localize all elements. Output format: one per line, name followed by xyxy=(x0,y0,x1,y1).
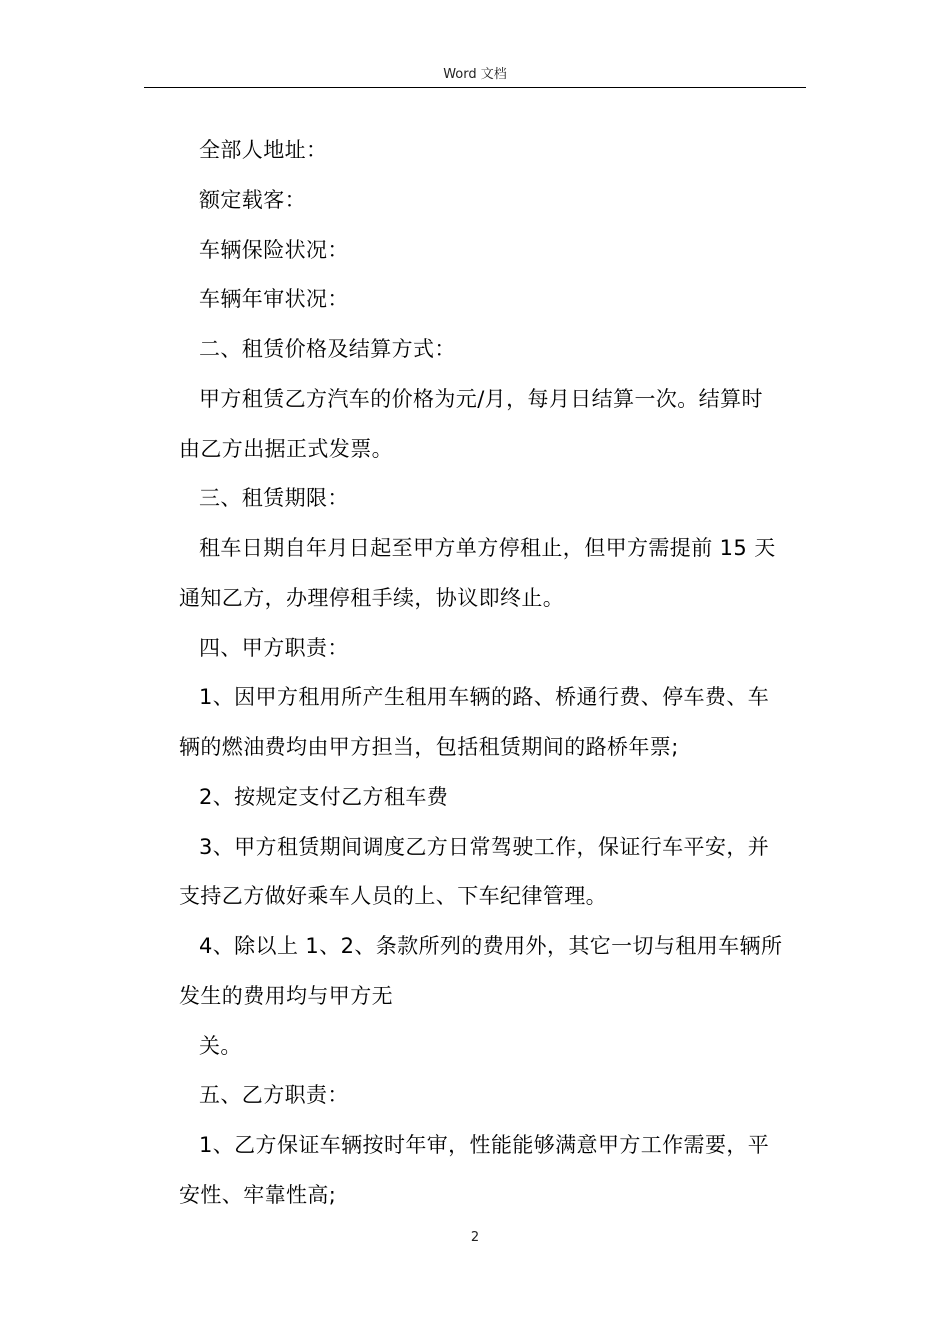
section-heading: 二、租赁价格及结算方式： xyxy=(199,337,456,361)
header-rule xyxy=(144,87,806,88)
text-line: 1、因甲方租用所产生租用车辆的路、桥通行费、停车费、车 xyxy=(199,685,770,709)
text-line: 1、乙方保证车辆按时年审，性能能够满意甲方工作需要，平 xyxy=(199,1133,770,1157)
text-line: 支持乙方做好乘车人员的上、下车纪律管理。 xyxy=(179,884,607,908)
text-line: 租车日期自年月日起至甲方单方停租止，但甲方需提前 15 天 xyxy=(199,536,776,560)
text-line: 关。 xyxy=(199,1034,242,1058)
text-line: 通知乙方，办理停租手续，协议即终止。 xyxy=(179,586,565,610)
text-line: 安性、牢靠性高; xyxy=(179,1183,337,1207)
text-line: 4、除以上 1、2、条款所列的费用外，其它一切与租用车辆所 xyxy=(199,934,783,958)
section-heading: 五、乙方职责： xyxy=(199,1083,349,1107)
text-line: 由乙方出据正式发票。 xyxy=(179,437,393,461)
section-heading: 四、甲方职责： xyxy=(199,636,349,660)
page-header: Word 文档 xyxy=(443,67,507,82)
text-line: 辆的燃油费均由甲方担当，包括租赁期间的路桥年票; xyxy=(179,735,679,759)
text-line: 车辆年审状况： xyxy=(199,287,349,311)
text-line: 甲方租赁乙方汽车的价格为元/月，每月日结算一次。结算时 xyxy=(199,387,763,411)
text-line: 额定载客： xyxy=(199,188,306,212)
text-line: 2、按规定支付乙方租车费 xyxy=(199,785,449,809)
text-line: 3、甲方租赁期间调度乙方日常驾驶工作，保证行车平安，并 xyxy=(199,835,770,859)
text-line: 车辆保险状况： xyxy=(199,238,349,262)
page-number: 2 xyxy=(470,1230,480,1245)
text-line: 发生的费用均与甲方无 xyxy=(179,984,393,1008)
section-heading: 三、租赁期限： xyxy=(199,486,349,510)
text-line: 全部人地址： xyxy=(199,138,328,162)
